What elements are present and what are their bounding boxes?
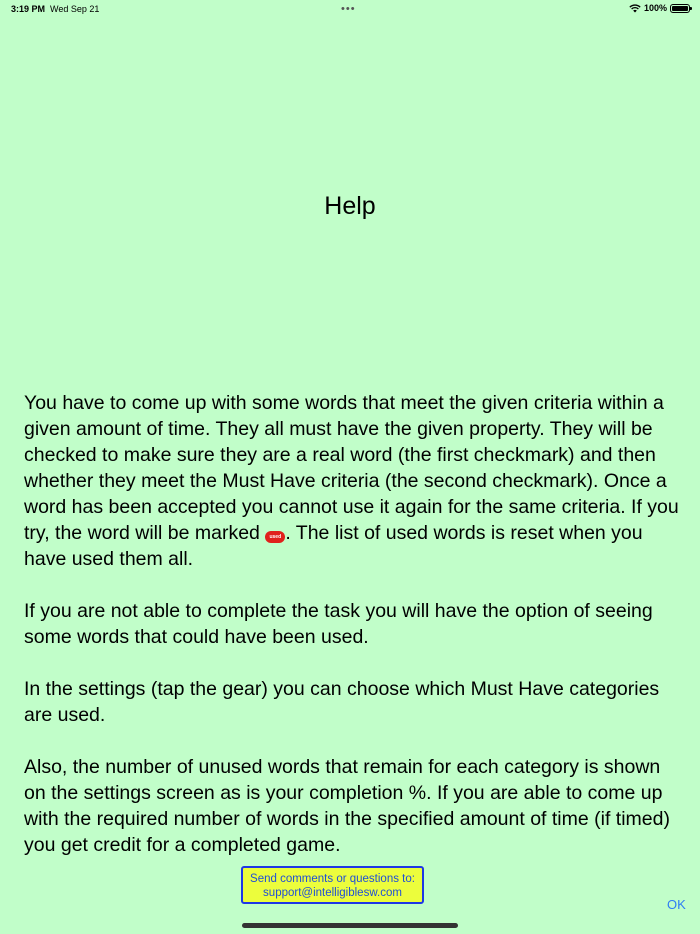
status-bar <box>0 0 700 18</box>
battery-percent: 100% <box>643 3 667 13</box>
used-badge: used <box>265 531 285 543</box>
status-time: 3:19 PM <box>11 4 46 14</box>
status-date: Wed Sep 21 <box>50 4 100 14</box>
help-paragraph-1-text: You have to come up with some words that meet the given criteria within a given amount of time. They all must have the given property. They will be checked to make sure they are a real word (the first checkmark) and then whether they meet the Must Have criteria (the second checkmark). Once a word has been accepted you cannot use it again for the same criteria. If you try, the word will be marked <box>24 392 679 544</box>
ok-button[interactable]: OK <box>667 897 686 912</box>
battery-level-fill <box>672 6 688 11</box>
help-paragraph-2: If you are not able to complete the task you will have the option of seeing some words that could have been used. <box>24 600 653 648</box>
contact-line-1: Send comments or questions to: <box>250 873 415 885</box>
status-indicators <box>629 3 690 13</box>
help-text <box>24 390 684 884</box>
help-paragraph-1 <box>24 390 684 572</box>
help-paragraph-1-text-end: . The list of used words is reset when you have used them all. <box>24 522 643 570</box>
home-indicator[interactable] <box>242 923 458 928</box>
contact-support-button[interactable] <box>241 866 424 904</box>
contact-email: support@intelligiblesw.com <box>263 887 402 899</box>
help-paragraph-4: Also, the number of unused words that remain for each category is shown on the settings screen as is your completion %. If you are able to come up with the required number of words in the specified amount of time (if timed) you get credit for a completed game. <box>24 756 670 856</box>
wifi-icon <box>629 4 641 13</box>
help-paragraph-3: In the settings (tap the gear) you can choose which Must Have categories are used. <box>24 678 660 726</box>
multitasking-dots[interactable]: ••• <box>341 3 356 15</box>
page-title: Help <box>324 192 376 220</box>
battery-icon <box>670 4 690 13</box>
